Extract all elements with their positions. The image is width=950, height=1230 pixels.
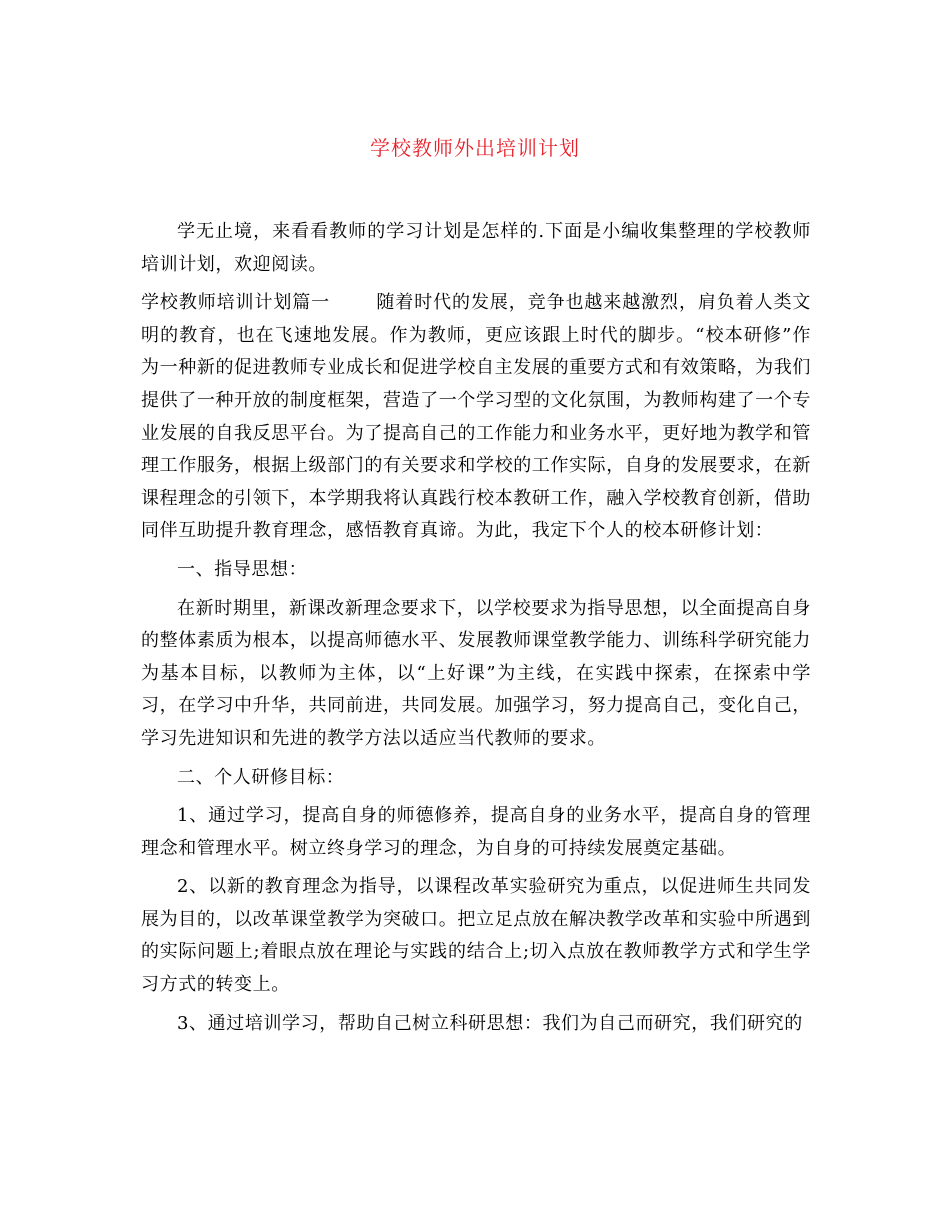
goal-1-paragraph: 1、通过学习，提高自身的师德修养，提高自身的业务水平，提高自身的管理理念和管理水平。树立终身学习的理念，为自身的可持续发展奠定基础。: [141, 805, 811, 859]
intro-paragraph: 学无止境，来看看教师的学习计划是怎样的.下面是小编收集整理的学校教师培训计划，欢迎阅读。: [141, 221, 811, 275]
section-body: 随着时代的发展，竞争也越来越激烈，肩负着人类文明的教育，也在飞速地发展。作为教师，更应该跟上时代的脚步。“校本研修”作为一种新的促进教师专业成长和促进学校自主发展的重要方式和有效策略，为我们提供了一种开放的制度框架，营造了一个学习型的文化氛围，为教师构建了一个专业发展的自我反思平台。为了提高自己的工作能力和业务水平，更好地为教学和管理工作服务，根据上级部门的有关要求和学校的工作实际，自身的发展要求，在新课程理念的引领下，本学期我将认真践行校本教研工作，融入学校教育创新，借助同伴互助提升教育理念，感悟教育真谛。为此，我定下个人的校本研修计划：: [141, 292, 811, 542]
document-body: [141, 216, 811, 1040]
heading-personal-goals: 二、个人研修目标：: [177, 766, 345, 788]
section-label: 学校教师培训计划篇一: [141, 292, 331, 314]
document-title: 学校教师外出培训计划: [370, 136, 580, 160]
goal-3-paragraph: 3、通过培训学习，帮助自己树立科研思想：我们为自己而研究，我们研究的: [177, 1012, 803, 1034]
section-paragraph: [141, 287, 811, 548]
guiding-paragraph: 在新时期里，新课改新理念要求下，以学校要求为指导思想，以全面提高自身的整体素质为根本，以提高师德水平、发展教师课堂教学能力、训练科学研究能力为基本目标，以教师为主体，以“上好课”为主线，在实践中探索，在探索中学习，在学习中升华，共同前进，共同发展。加强学习，努力提高自己，变化自己，学习先进知识和先进的教学方法以适应当代教师的要求。: [141, 597, 811, 749]
goal-2-paragraph: 2、以新的教育理念为指导，以课程改革实验研究为重点，以促进师生共同发展为目的，以改革课堂教学为突破口。把立足点放在解决教学改革和实验中所遇到的实际问题上;着眼点放在理论与实践的结合上;切入点放在教师教学方式和学生学习方式的转变上。: [141, 876, 811, 996]
heading-guiding-thought: 一、指导思想：: [177, 558, 308, 580]
